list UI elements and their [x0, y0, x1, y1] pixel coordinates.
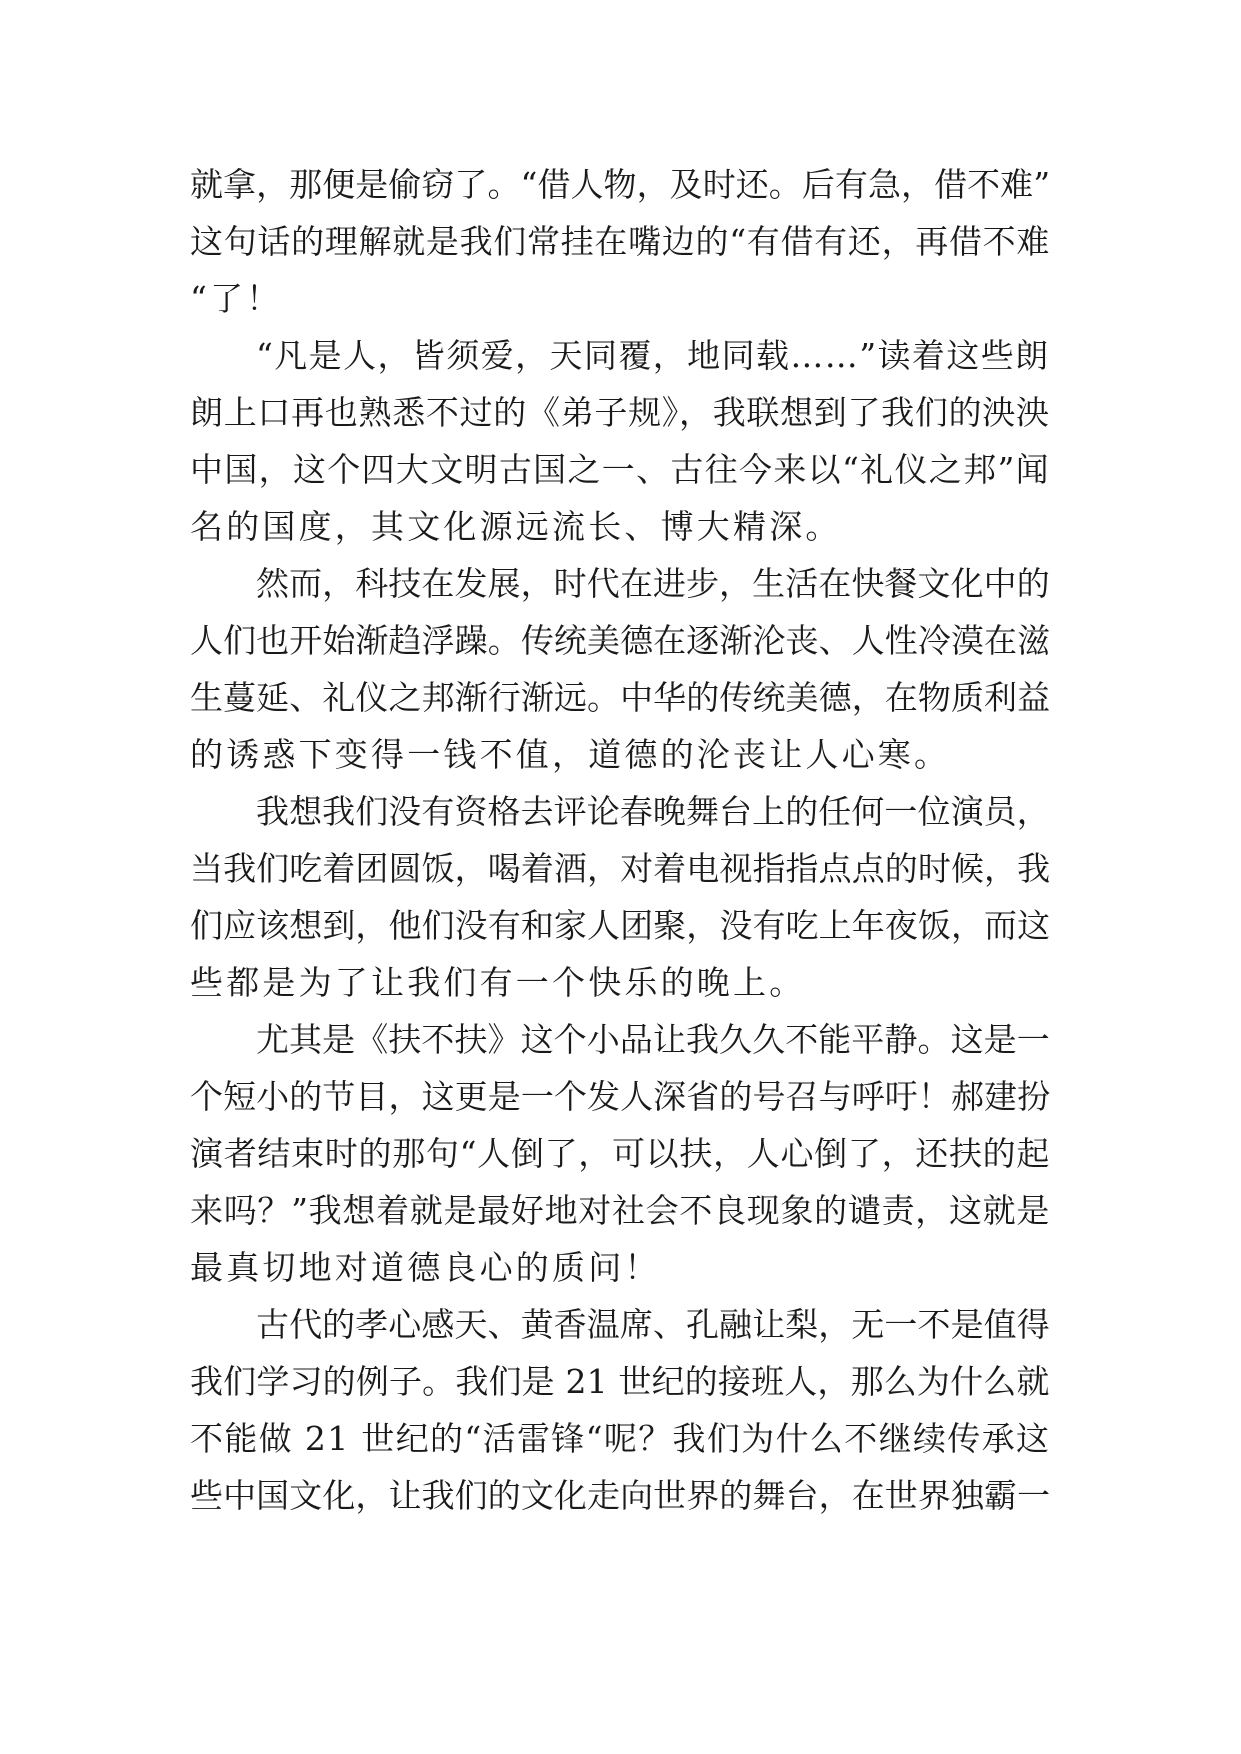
text-line: 就拿，那便是偷窃了。“借人物，及时还。后有急，借不难” — [190, 165, 1051, 204]
text-line: 名的国度，其文化源远流长、博大精深。 — [190, 507, 842, 546]
text-line: 最真切地对道德良心的质问！ — [190, 1248, 661, 1287]
text-line: 些都是为了让我们有一个快乐的晚上。 — [190, 963, 806, 1002]
text-line: 这句话的理解就是我们常挂在嘴边的“有借有还，再借不难 — [190, 222, 1051, 261]
text-line: 我想我们没有资格去评论春晚舞台上的任何一位演员， — [256, 792, 1050, 831]
text-line: “凡是人，皆须爱，天同覆，地同载……”读着这些朗 — [256, 336, 1050, 375]
text-line: 来吗？”我想着就是最好地对社会不良现象的谴责，这就是 — [190, 1191, 1051, 1230]
body-text — [190, 156, 1050, 1524]
text-line: 不能做 21 世纪的“活雷锋“呢？我们为什么不继续传承这 — [190, 1419, 1051, 1458]
text-line: 尤其是《扶不扶》这个小品让我久久不能平静。这是一 — [256, 1020, 1050, 1059]
text-line: 的诱惑下变得一钱不值，道德的沦丧让人心寒。 — [190, 735, 951, 774]
text-line: 演者结束时的那句“人倒了，可以扶，人心倒了，还扶的起 — [190, 1134, 1051, 1173]
text-line: 古代的孝心感天、黄香温席、孔融让梨，无一不是值得 — [256, 1305, 1050, 1344]
text-line: 我们学习的例子。我们是 21 世纪的接班人，那么为什么就 — [190, 1362, 1050, 1401]
text-line: 中国，这个四大文明古国之一、古往今来以“礼仪之邦”闻 — [190, 450, 1050, 489]
text-line: 些中国文化，让我们的文化走向世界的舞台，在世界独霸一 — [190, 1476, 1051, 1515]
text-line: 当我们吃着团圆饭，喝着酒，对着电视指指点点的时候，我 — [190, 849, 1051, 888]
text-line: 个短小的节目，这更是一个发人深省的号召与呼吁！郝建扮 — [190, 1077, 1051, 1116]
text-line: 生蔓延、礼仪之邦渐行渐远。中华的传统美德，在物质利益 — [190, 678, 1051, 717]
text-line: 朗上口再也熟悉不过的《弟子规》，我联想到了我们的泱泱 — [190, 393, 1050, 432]
text-line: 然而，科技在发展，时代在进步，生活在快餐文化中的 — [256, 564, 1050, 603]
text-line: 人们也开始渐趋浮躁。传统美德在逐渐沦丧、人性冷漠在滋 — [190, 621, 1051, 660]
text-line: “了！ — [190, 279, 283, 318]
text-line: 们应该想到，他们没有和家人团聚，没有吃上年夜饭，而这 — [190, 906, 1051, 945]
